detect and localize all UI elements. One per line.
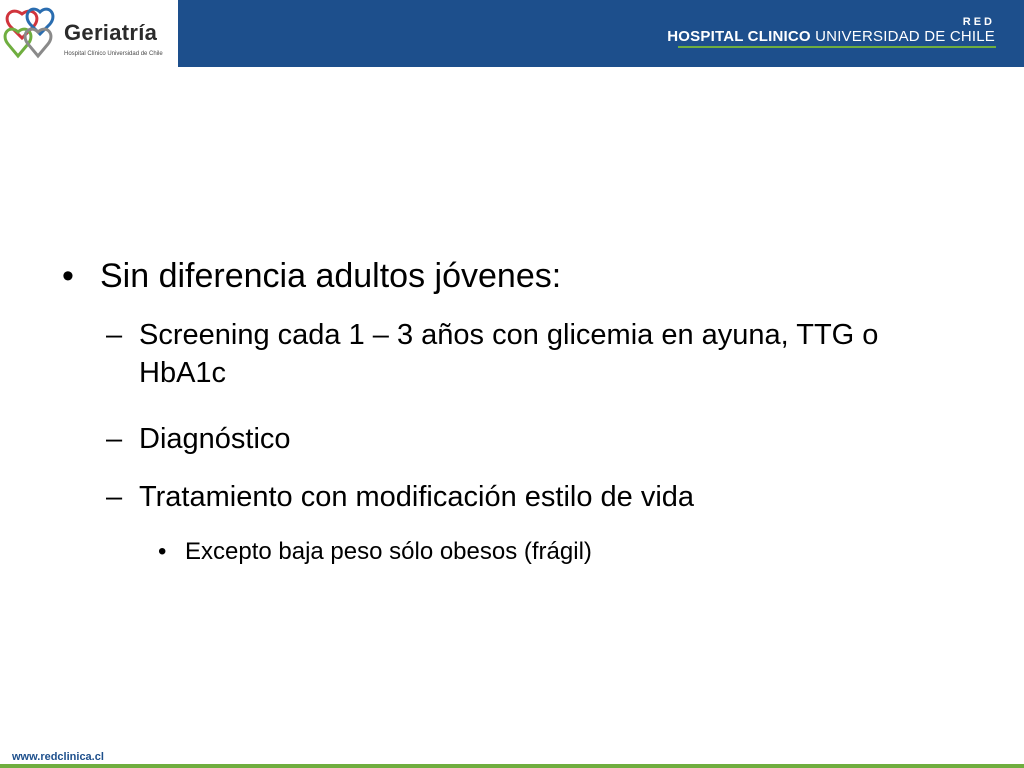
sub-3-text: Tratamiento con modificación estilo de vida: [139, 481, 695, 513]
red-label: RED: [962, 16, 995, 28]
logo-title: Geriatría: [64, 20, 158, 45]
dash-icon: –: [106, 481, 123, 513]
banner-green-rule: [678, 46, 996, 48]
sub-1-text: Screening cada 1 – 3 años con glicemia en ayuna, TTG o HbA1c: [139, 319, 879, 389]
header: [0, 0, 1024, 67]
sub-3-1-text: Excepto baja peso sólo obesos (frágil): [185, 538, 592, 565]
bullet-1-text: Sin diferencia adultos jóvenes:: [100, 257, 562, 295]
bullet-dot-icon: •: [158, 538, 167, 565]
hospital-banner: [178, 0, 1024, 67]
dash-icon: –: [106, 319, 123, 351]
hospital-name-bold: HOSPITAL CLINICO: [667, 28, 811, 45]
hospital-name-rest: UNIVERSIDAD DE CHILE: [815, 28, 995, 45]
footer-url: www.redclinica.cl: [12, 751, 104, 763]
sub-2-text: Diagnóstico: [139, 423, 291, 455]
footer-green-bar: [0, 764, 1024, 768]
interlocking-hearts-icon: [2, 2, 62, 62]
bullet-dot-icon: •: [62, 257, 74, 295]
dash-icon: –: [106, 423, 123, 455]
logo-subtitle: Hospital Clínico Universidad de Chile: [64, 51, 163, 57]
hospital-name: [667, 29, 995, 44]
geriatria-logo: [0, 0, 178, 67]
